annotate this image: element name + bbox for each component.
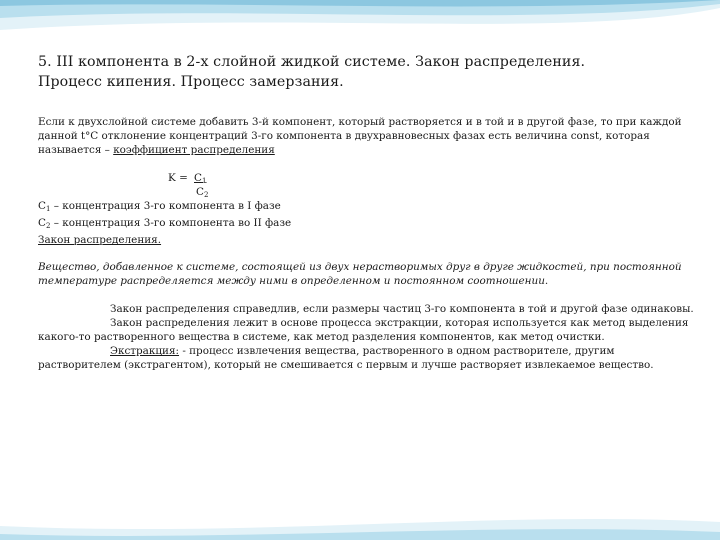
formula-denominator: $C_2$ bbox=[196, 185, 209, 199]
top-wave-decoration bbox=[0, 0, 720, 60]
intro-text: Если к двухслойной системе добавить 3-й компонент, который растворяется и в той и в другой фазе, то при каждой данной t°С отклонение концентраций 3-го компонента в двухравновесных фазах есть величина const, которая называется – bbox=[38, 116, 682, 157]
c1-definition: $C_1$ – концентрация 3-го компонента в I фазе bbox=[38, 199, 281, 213]
slide-title bbox=[38, 52, 698, 92]
intro-paragraph bbox=[38, 115, 698, 158]
slide-body bbox=[38, 115, 698, 373]
law-heading: Закон распределения. bbox=[38, 234, 162, 247]
formula-lhs: K = bbox=[168, 171, 188, 184]
c2-definition: $C_2$ – концентрация 3-го компонента во II фазе bbox=[38, 216, 292, 230]
paragraph-2: Закон распределения лежит в основе процесса экстракции, которая используется как метод выделения какого-то растворенного вещества в системе, как метод разделения компонентов, как метод очистки. bbox=[38, 316, 689, 344]
paragraph-1: Закон распределения справедлив, если размеры частиц 3-го компонента в той и другой фазе одинаковы. bbox=[110, 302, 694, 315]
bottom-wave-decoration bbox=[0, 500, 720, 540]
slide-content bbox=[38, 52, 698, 373]
title-line-2: Процесс кипения. Процесс замерзания. bbox=[38, 74, 344, 90]
extraction-term: Экстракция: bbox=[110, 345, 180, 358]
title-line-1: 5. III компонента в 2-х слойной жидкой системе. Закон распределения. bbox=[38, 54, 586, 70]
distribution-formula bbox=[168, 171, 698, 199]
law-statement: Вещество, добавленное к системе, состоящей из двух нерастворимых друг в друге жидкостей, при постоянной температуре распределяется между ними в определенном и постоянном соотношении. bbox=[38, 261, 682, 288]
formula-numerator: $C_1$ bbox=[194, 171, 207, 185]
extraction-paragraph bbox=[38, 344, 698, 372]
intro-term: коэффициент распределения bbox=[113, 144, 275, 157]
extraction-text: - процесс извлечения вещества, растворенного в одном растворителе, другим растворителем (экстрагентом), который не смешивается с первым и лучше растворяет извлекаемое вещество. bbox=[38, 345, 654, 372]
formula-block bbox=[38, 171, 698, 248]
